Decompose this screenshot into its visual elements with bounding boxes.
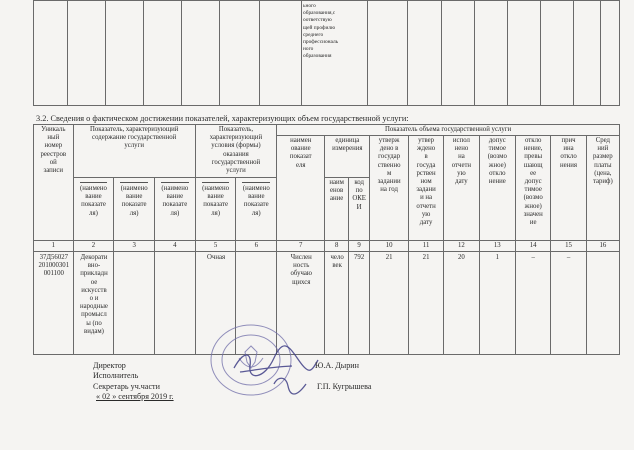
header-approved-date: утвер ждено в госуда рствен ном задани и на отчетн ую дату <box>408 136 443 241</box>
column-number: 6 <box>236 241 277 252</box>
column-number: 13 <box>479 241 515 252</box>
cell-executed: 20 <box>444 252 479 355</box>
column-number: 15 <box>551 241 586 252</box>
cell-record: 37Д56027 201000301 001100 <box>34 252 74 355</box>
header-param-name: (наимено вание показате ля) <box>114 178 155 241</box>
header-allowed-deviation: допус тимое (возмо жное) откло нение <box>479 136 515 241</box>
header-executed: испол нено на отчетн ую дату <box>444 136 479 241</box>
document-date: « 02 » сентября 2019 г. <box>96 392 174 401</box>
column-number: 1 <box>34 241 74 252</box>
column-number: 16 <box>586 241 619 252</box>
table-row <box>34 252 620 355</box>
top-fragment-text: ьного образования,с оответствую щей профилю среднего профессиональ ного образования <box>302 1 368 106</box>
header-avg-fee: Сред ний размер платы (цена, тариф) <box>586 136 619 241</box>
top-table-fragment <box>33 0 620 106</box>
cell-unit-name: чело век <box>325 252 349 355</box>
cell-content-3 <box>155 252 196 355</box>
column-number: 10 <box>370 241 409 252</box>
column-number: 9 <box>348 241 369 252</box>
header-unit-name: наим енов ание <box>325 178 349 241</box>
signatory-executor-label: Исполнитель <box>93 371 139 380</box>
signatory-director-label: Директор <box>93 361 126 370</box>
header-param-name: (наимено вание показате ля) <box>73 178 114 241</box>
column-numbers-row <box>34 241 620 252</box>
cell-allowed-deviation: 1 <box>479 252 515 355</box>
header-volume-group: Показатель объема государственной услуги <box>277 125 620 136</box>
cell-avg-fee <box>586 252 619 355</box>
signatory-secretary-label: Секретарь уч.части <box>93 382 160 391</box>
header-deviation-exceeding: откло нение, превы шающ ее допус тимое (возмо жное) значен ие <box>516 136 551 241</box>
handwritten-signature-icon <box>230 340 320 400</box>
director-name: Ю.А. Дырин <box>315 361 359 370</box>
header-param-name: (наимено вание показате ля) <box>236 178 277 241</box>
header-param-name: (наимено вание показате ля) <box>155 178 196 241</box>
column-number: 5 <box>195 241 236 252</box>
cell-volume-name: Числен ность обучаю щихся <box>277 252 325 355</box>
column-number: 11 <box>408 241 443 252</box>
column-number: 2 <box>73 241 114 252</box>
cell-content-2 <box>114 252 155 355</box>
section-title: 3.2. Сведения о фактическом достижении показателей, характеризующих объем государственной услуги: <box>36 114 409 123</box>
column-number: 12 <box>444 241 479 252</box>
header-row-1 <box>34 125 620 136</box>
header-param-name: (наимено вание показате ля) <box>195 178 236 241</box>
volume-indicators-table <box>33 124 620 355</box>
cell-okei-code: 792 <box>348 252 369 355</box>
header-unit: единица измерения <box>325 136 370 178</box>
cell-content-1: Декорати вно- прикладн ое искусств о и народные промысл ы (по видам) <box>73 252 114 355</box>
cell-condition-1: Очная <box>195 252 236 355</box>
top-table-row <box>34 1 620 106</box>
header-okei-code: код по ОКЕ И <box>348 178 369 241</box>
column-number: 7 <box>277 241 325 252</box>
header-volume-name: наимен ование показат еля <box>277 136 325 241</box>
header-unique-number: Уникаль ный номер реестров ой записи <box>34 125 74 241</box>
header-content-group: Показатель, характеризующий содержание государственной услуги <box>73 125 195 178</box>
cell-deviation-reason: – <box>551 252 586 355</box>
column-number: 14 <box>516 241 551 252</box>
column-number: 4 <box>155 241 196 252</box>
column-number: 3 <box>114 241 155 252</box>
header-deviation-reason: прич ина откло нения <box>551 136 586 241</box>
cell-deviation-exceeding: – <box>516 252 551 355</box>
cell-approved-year: 21 <box>370 252 409 355</box>
column-number: 8 <box>325 241 349 252</box>
secretary-name: Г.П. Кугрышева <box>317 382 372 391</box>
header-conditions-group: Показатель, характеризующий условия (формы) оказания государственной услуги <box>195 125 276 178</box>
header-approved-year: утверж дено в государ ственно м задании на год <box>370 136 409 241</box>
cell-approved-date: 21 <box>408 252 443 355</box>
